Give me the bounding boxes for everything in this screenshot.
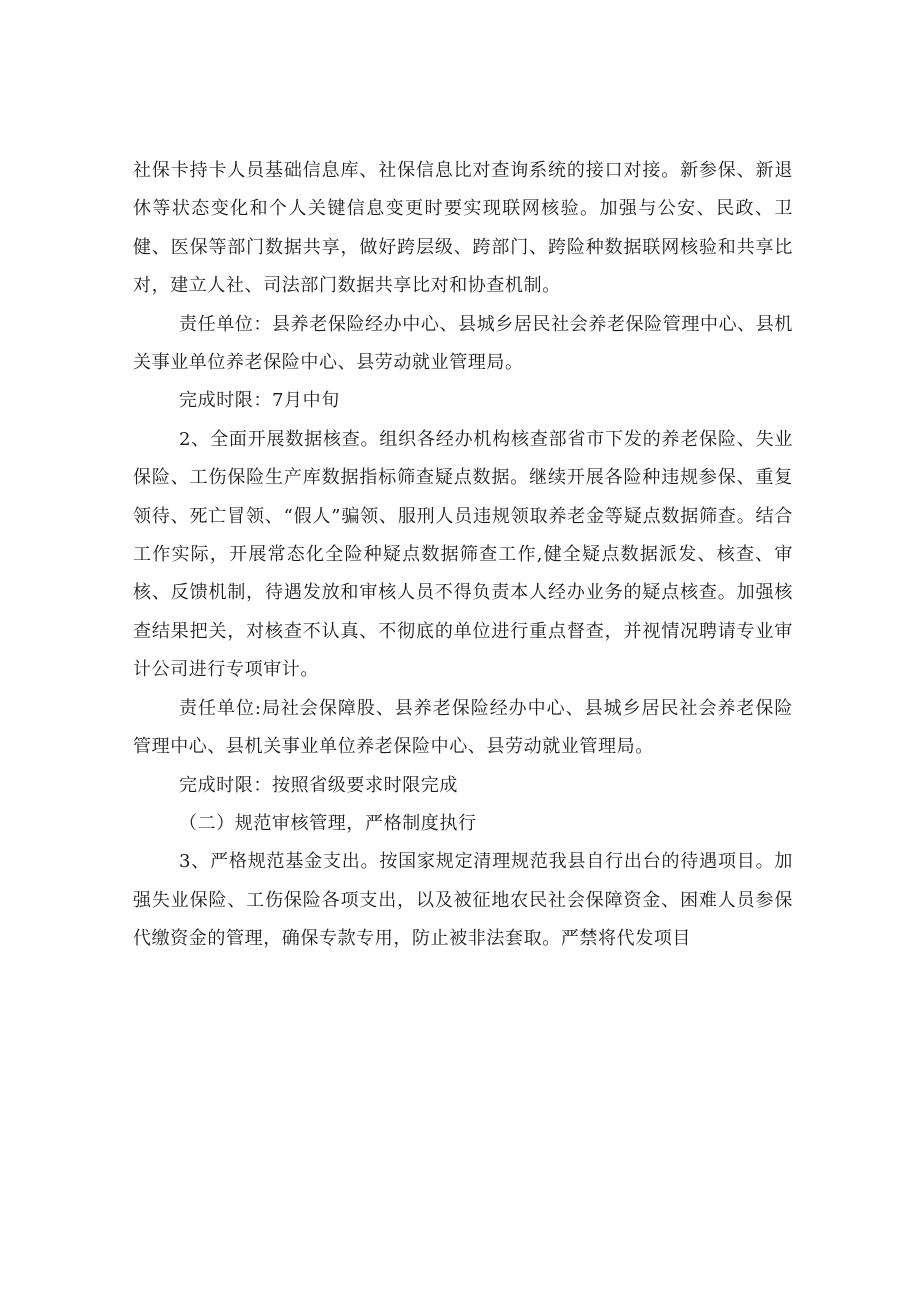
paragraph-deadline-2: 完成时限：按照省级要求时限完成 (179, 774, 458, 796)
paragraph-responsibility-2: 责任单位:局社会保障股、县养老保险经办中心、县城乡居民社会养老保险管理中心、县机关事业单位养老保险中心、县劳动就业管理局。 (133, 697, 793, 758)
document-body (133, 152, 793, 959)
paragraph-data-sharing: 社保卡持卡人员基础信息库、社保信息比对查询系统的接口对接。新参保、新退休等状态变化和个人关键信息变更时要实现联网核验。加强与公安、民政、卫健、医保等部门数据共享，做好跨层级、跨部门、跨险种数据联网核验和共享比对，建立人社、司法部门数据共享比对和协查机制。 (133, 160, 793, 297)
paragraph-deadline-1: 完成时限：7月中旬 (179, 390, 340, 412)
paragraph-item-2: 2、全面开展数据核查。组织各经办机构核查部省市下发的养老保险、失业保险、工伤保险生产库数据指标筛查疑点数据。继续开展各险种违规参保、重复领待、死亡冒领、“假人”骗领、服刑人员违规领取养老金等疑点数据筛查。结合工作实际，开展常态化全险种疑点数据筛查工作,健全疑点数据派发、核查、审核、反馈机制，待遇发放和审核人员不得负责本人经办业务的疑点核查。加强核查结果把关，对核查不认真、不彻底的单位进行重点督查，并视情况聘请专业审计公司进行专项审计。 (133, 428, 793, 681)
paragraph-responsibility-1: 责任单位：县养老保险经办中心、县城乡居民社会养老保险管理中心、县机关事业单位养老保险中心、县劳动就业管理局。 (133, 313, 793, 374)
paragraph-item-3: 3、严格规范基金支出。按国家规定清理规范我县自行出台的待遇项目。加强失业保险、工伤保险各项支出，以及被征地农民社会保障资金、困难人员参保代缴资金的管理，确保专款专用，防止被非法套取。严禁将代发项目 (133, 851, 793, 950)
section-heading-2: （二）规范审核管理，严格制度执行 (179, 812, 477, 834)
